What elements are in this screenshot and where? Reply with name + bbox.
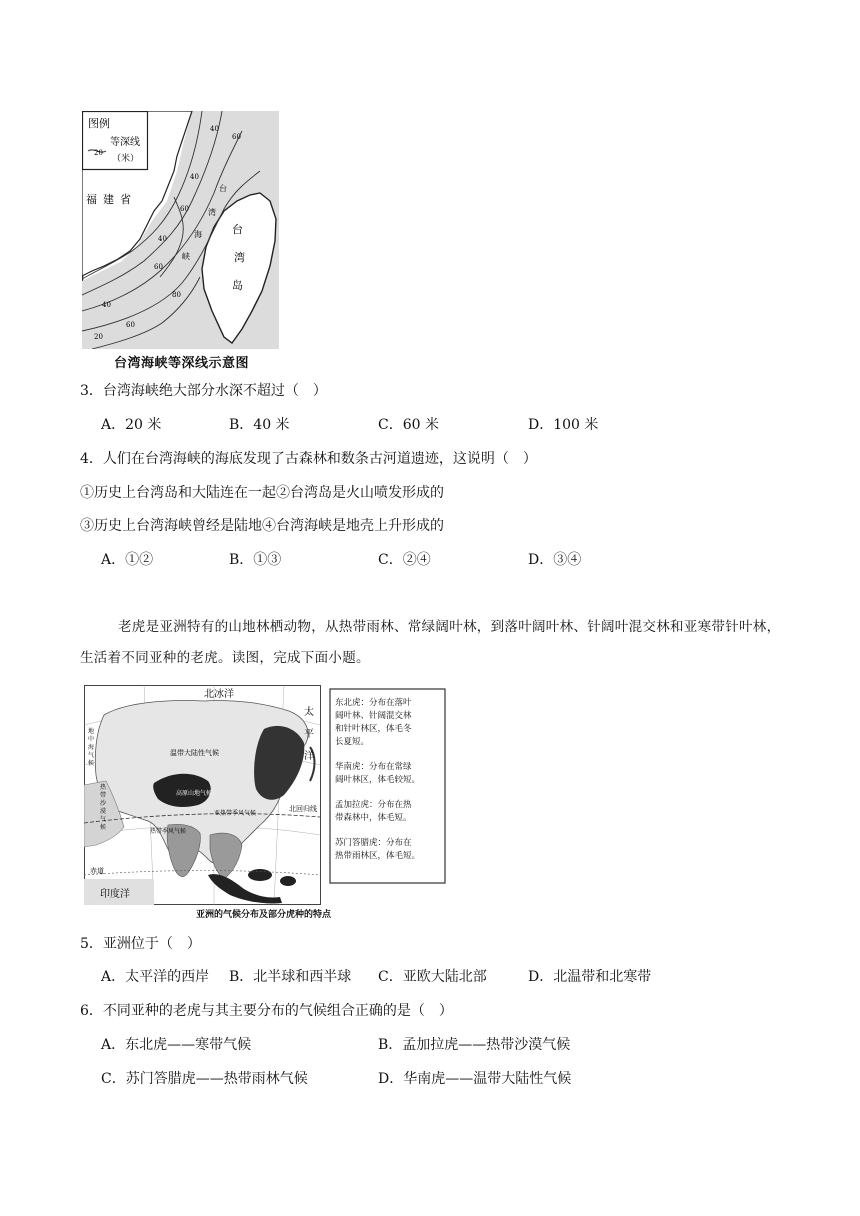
legend-line-label: 等深线 <box>110 137 140 148</box>
mediterranean-label-1: 地 <box>88 728 95 735</box>
legend-sumatran-tiger-2: 热带雨林区，体毛短。 <box>335 851 421 861</box>
q4-statement-line-2: ③历史上台湾海峡曾经是陆地④台湾海峡是地壳上升形成的 <box>80 518 444 534</box>
depth-label: 60 <box>154 263 163 271</box>
question-3-text: 3．台湾海峡绝大部分水深不超过（ ） <box>80 383 327 399</box>
q6-option-c[interactable]: C．苏门答腊虎——热带雨林气候 <box>101 1071 308 1087</box>
island-label-3: 岛 <box>232 279 243 292</box>
strait-label-2: 湾 <box>208 208 216 217</box>
question-6-text: 6．不同亚种的老虎与其主要分布的气候组合正确的是（ ） <box>80 1003 453 1019</box>
tropic-of-cancer-label: 北回归线 <box>289 805 317 813</box>
indian-ocean-label: 印度洋 <box>100 889 130 900</box>
q3-option-d[interactable]: D．100 米 <box>528 417 599 433</box>
desert-label-6: 候 <box>100 824 107 831</box>
legend-northeast-tiger-1: 东北虎：分布在落叶 <box>335 698 412 708</box>
mediterranean-label-2: 中 <box>88 736 95 743</box>
q4-option-d[interactable]: D．③④ <box>528 552 582 568</box>
legend-unit: （米） <box>112 154 140 164</box>
depth-label: 40 <box>158 235 167 243</box>
depth-label: 20 <box>94 333 103 341</box>
q6-option-b[interactable]: B．孟加拉虎——热带沙漠气候 <box>378 1037 571 1053</box>
q6-option-d[interactable]: D．华南虎——温带大陆性气候 <box>378 1071 572 1087</box>
legend-south-china-tiger-1: 华南虎：分布在常绿 <box>335 762 412 772</box>
q5-option-c[interactable]: C．亚欧大陆北部 <box>378 969 487 985</box>
temperate-continental-label: 温带大陆性气候 <box>170 749 219 757</box>
pacific-label-1: 太 <box>304 707 314 718</box>
legend-south-china-tiger-2: 阔叶林区，体毛较短。 <box>335 775 421 785</box>
asia-climate-tiger-map <box>84 685 447 905</box>
depth-label: 40 <box>210 125 219 133</box>
q4-statement-line-1: ①历史上台湾岛和大陆连在一起②台湾岛是火山喷发形成的 <box>80 485 444 501</box>
desert-label-3: 沙 <box>100 800 107 807</box>
pacific-label-3: 洋 <box>304 751 314 762</box>
legend-sumatran-tiger-1: 苏门答腊虎：分布在 <box>335 838 412 848</box>
depth-label: 60 <box>126 321 135 329</box>
question-5-text: 5．亚洲位于（ ） <box>80 936 201 952</box>
q3-option-c[interactable]: C．60 米 <box>378 417 439 433</box>
strait-label-4: 峡 <box>182 252 190 261</box>
desert-label-4: 漠 <box>100 808 107 815</box>
q5-option-a[interactable]: A．太平洋的西岸 <box>101 969 210 985</box>
desert-label-2: 带 <box>100 792 107 799</box>
depth-label: 40 <box>102 301 111 309</box>
strait-label-1: 台 <box>219 184 227 193</box>
island-label-1: 台 <box>232 223 243 236</box>
question-4-text: 4．人们在台湾海峡的海底发现了古森林和数条古河道遗迹，这说明（ ） <box>80 451 537 467</box>
mediterranean-label-3: 海 <box>88 744 95 751</box>
q5-option-d[interactable]: D．北温带和北寒带 <box>528 969 652 985</box>
legend-title: 图例 <box>88 117 110 130</box>
depth-label: 60 <box>232 133 241 141</box>
arctic-ocean-label: 北冰洋 <box>204 689 234 700</box>
map2-caption: 亚洲的气候分布及部分虎种的特点 <box>196 910 332 920</box>
q6-option-a[interactable]: A．东北虎——寒带气候 <box>101 1037 252 1053</box>
plateau-climate-label: 高原山地气候 <box>176 790 213 797</box>
legend-northeast-tiger-2: 阔叶林、针阔混交林 <box>335 711 412 721</box>
map1-caption: 台湾海峡等深线示意图 <box>114 356 250 371</box>
q4-option-a[interactable]: A．①② <box>101 552 154 568</box>
pacific-label-2: 平 <box>304 729 314 740</box>
q3-option-b[interactable]: B．40 米 <box>229 417 290 433</box>
subtropical-monsoon-label: 亚热带季风气候 <box>214 810 257 817</box>
island-label-2: 湾 <box>234 251 245 264</box>
legend-line-value: 20 <box>94 149 103 157</box>
desert-label-1: 热 <box>100 784 107 791</box>
tropical-monsoon-label: 热带季风气候 <box>150 828 187 835</box>
q5-option-b[interactable]: B．北半球和西半球 <box>229 969 352 985</box>
depth-label: 80 <box>172 291 181 299</box>
legend-bengal-tiger-1: 孟加拉虎：分布在热 <box>335 800 412 810</box>
legend-northeast-tiger-4: 长夏短。 <box>335 737 370 747</box>
legend-bengal-tiger-2: 带森林中，体毛短。 <box>335 813 412 823</box>
province-label: 福建省 <box>86 193 137 206</box>
q4-option-b[interactable]: B．①③ <box>229 552 282 568</box>
depth-label: 40 <box>190 173 199 181</box>
depth-label: 60 <box>180 205 189 213</box>
legend-northeast-tiger-3: 和针叶林区，体毛冬 <box>335 724 412 734</box>
desert-label-5: 气 <box>100 816 107 823</box>
q4-option-c[interactable]: C．②④ <box>378 552 431 568</box>
q3-option-a[interactable]: A．20 米 <box>101 417 162 433</box>
mediterranean-label-5: 候 <box>88 760 95 767</box>
tiger-intro-paragraph: 老虎是亚洲特有的山地林栖动物，从热带雨林、常绿阔叶林，到落叶阔叶林、针阔叶混交林和亚寒带针叶林，生活着不同亚种的老虎。读图，完成下面小题。 <box>80 619 781 666</box>
taiwan-strait-depth-map <box>82 111 279 349</box>
equator-label: 赤道 <box>90 867 104 875</box>
mediterranean-label-4: 气 <box>88 752 95 759</box>
strait-label-3: 海 <box>194 230 202 239</box>
